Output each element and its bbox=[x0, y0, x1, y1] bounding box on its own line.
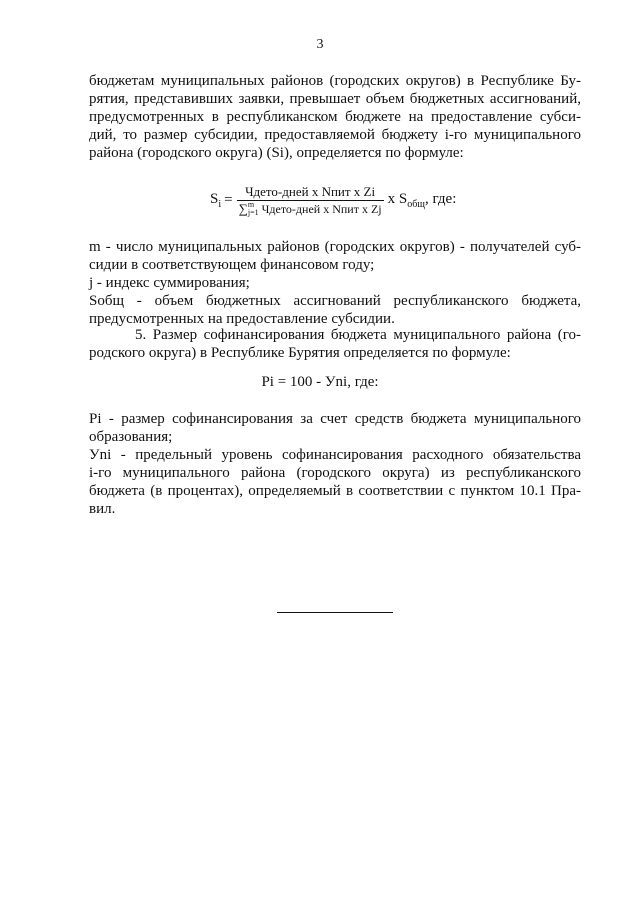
text-line: вил. bbox=[89, 501, 116, 517]
end-divider bbox=[277, 612, 393, 613]
text-line: предусмотренных в республиканском бюджете на предоставление субси- bbox=[89, 109, 581, 125]
formula-total: x $S_{общ}$, где: bbox=[387, 190, 457, 210]
page-number: 3 bbox=[316, 37, 324, 52]
text-line: сидии в соответствующем финансовом году; bbox=[89, 257, 375, 273]
definitions-paragraph bbox=[89, 238, 581, 328]
text-line: Pi - размер софинансирования за счет средств бюджета муниципального bbox=[89, 411, 581, 427]
text-line: предусмотренных на предоставление субсидии. bbox=[89, 311, 395, 327]
text-line: дий, то размер субсидии, предоставляемой бюджету i-го муниципального bbox=[89, 127, 581, 143]
text-line: Уni - предельный уровень софинансирования расходного обязательства bbox=[89, 447, 581, 463]
text-line: образования; bbox=[89, 429, 173, 445]
text-line: бюджета (в процентах), определяемый в соответствии с пунктом 10.1 Пра- bbox=[89, 483, 581, 499]
formula-numerator: Чдето-дней x Nпит x Zi bbox=[245, 183, 376, 199]
intro-paragraph bbox=[89, 72, 581, 162]
subsidy-formula bbox=[210, 180, 456, 220]
text-line: 5. Размер софинансирования бюджета муниципального района (го- bbox=[135, 327, 581, 343]
formula-denominator: ∑ m j=1 Чдето-дней x Nпит x Zj bbox=[238, 199, 382, 217]
cofinancing-formula: Pi = 100 - Уni, где: bbox=[261, 374, 379, 390]
clause-5-paragraph bbox=[89, 326, 581, 362]
text-line: Sобщ - объем бюджетных ассигнований республиканского бюджета, bbox=[89, 293, 581, 309]
text-line: i-го муниципального района (городского округа) из республиканского bbox=[89, 465, 581, 481]
formula-lhs: $S_i$ bbox=[210, 190, 222, 210]
formula-fraction bbox=[237, 184, 384, 217]
definitions-2-paragraph bbox=[89, 410, 581, 518]
text-line: родского округа) в Республике Бурятия определяется по формуле: bbox=[89, 345, 511, 361]
text-line: рятия, представивших заявки, превышает объем бюджетных ассигнований, bbox=[89, 91, 581, 107]
formula-equals: = bbox=[224, 191, 233, 208]
text-line: бюджетам муниципальных районов (городских округов) в Республике Бу- bbox=[89, 73, 581, 89]
text-line: m - число муниципальных районов (городских округов) - получателей суб- bbox=[89, 239, 581, 255]
sum-symbol: ∑ bbox=[238, 200, 248, 216]
sum-limits: m j=1 bbox=[247, 199, 259, 217]
text-line: района (городского округа) (Si), определяется по формуле: bbox=[89, 145, 464, 161]
text-line: j - индекс суммирования; bbox=[89, 275, 250, 291]
